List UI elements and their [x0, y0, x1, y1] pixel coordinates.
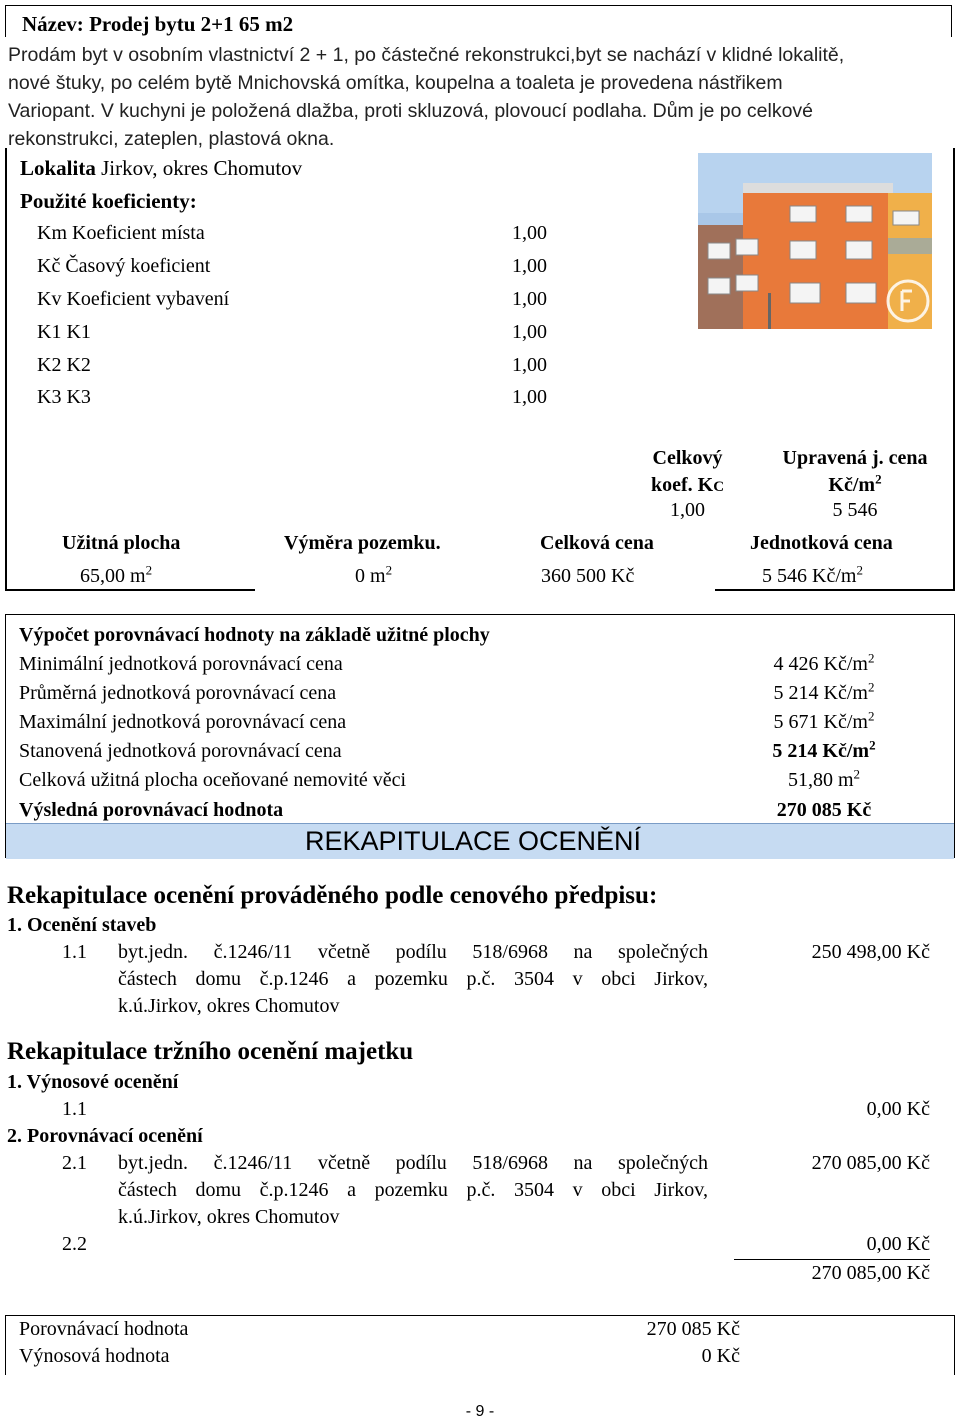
- col-unit-price: Jednotková cena: [750, 532, 893, 554]
- coef-name: Kč Časový koeficient: [37, 255, 211, 277]
- description-line: nové štuky, po celém bytě Mnichovská omítka, koupelna a toaleta je provedena nástřikem: [8, 72, 783, 94]
- col-usable-area: Užitná plocha: [62, 532, 181, 554]
- location: Lokalita Jirkov, okres Chomutov: [20, 156, 303, 180]
- usable-area-value: 65,00 $m^2$: [80, 562, 153, 587]
- comparison-row: Celková užitná plocha oceňované nemovité věci 51,80 $m^2$: [19, 766, 861, 791]
- frame-right-line: [953, 148, 955, 590]
- recap-total: 270 085,00 Kč: [811, 1262, 930, 1284]
- building-photo-image: [698, 153, 932, 329]
- coef-name: Kv Koeficient vybavení: [37, 288, 230, 310]
- coef-value: 1,00: [512, 321, 547, 343]
- listing-description: [8, 41, 952, 153]
- item-value: 270 085,00 Kč: [811, 1152, 930, 1174]
- coef-name: Km Koeficient místa: [37, 222, 205, 244]
- bottom-value: 270 085 Kč: [646, 1318, 740, 1340]
- page-number: - 9 -: [465, 1403, 495, 1420]
- frame-bottom-line: [715, 589, 955, 591]
- coef-value: 1,00: [512, 222, 547, 244]
- adjusted-price-value: 5 546: [832, 499, 878, 521]
- unit-price-value: 5 546 $Kč/m^2$: [762, 562, 863, 587]
- coef-value: 1,00: [512, 386, 547, 408]
- coef-name: K1 K1: [37, 321, 91, 343]
- description-line: rekonstrukci, zateplen, plastová okna.: [8, 128, 335, 150]
- col-total-price: Celková cena: [540, 532, 654, 554]
- coefficients-title: Použité koeficienty:: [20, 189, 197, 213]
- total-price-value: 360 500 Kč: [541, 565, 635, 587]
- comparison-row: Průměrná jednotková porovnávací cena 5 214 $Kč/m^2$: [19, 679, 875, 704]
- comparison-result-row: Výsledná porovnávací hodnota 270 085 Kč: [19, 799, 872, 821]
- listing-title: Název: Prodej bytu 2+1 65 m2: [22, 12, 294, 36]
- bottom-value: 0 Kč: [701, 1345, 740, 1367]
- coef-value: 1,00: [512, 354, 547, 376]
- frame-bottom-line: [5, 589, 255, 591]
- item-number: 1.1: [62, 1098, 87, 1120]
- income-subtitle: 1. Výnosové ocenění: [7, 1071, 179, 1093]
- coef-value: 1,00: [512, 255, 547, 277]
- item-number: 2.2: [62, 1233, 87, 1255]
- total-coef-header: Celkový koef. KC: [650, 447, 725, 496]
- recap-market-title: Rekapitulace tržního ocenění majetku: [7, 1038, 414, 1065]
- recap-buildings-subtitle: 1. Ocenění staveb: [7, 914, 157, 936]
- comparison-row: Minimální jednotková porovnávací cena 4 426 $Kč/m^2$: [19, 650, 875, 675]
- land-area-value: 0 $m^2$: [355, 562, 393, 587]
- comparison-subtitle: 2. Porovnávací ocenění: [7, 1125, 203, 1147]
- item-description: byt.jedn. č.1246/11 včetně podílu 518/6968 na společných částech domu č.p.1246 a pozemku p.č. 3504 v obci Jirkov, k.ú.Jirkov, okres Chomutov: [118, 941, 708, 1017]
- item-number: 2.1: [62, 1152, 87, 1174]
- comparison-title: Výpočet porovnávací hodnoty na základě užitné plochy: [19, 624, 490, 646]
- coef-name: K3 K3: [37, 386, 91, 408]
- sum-line: [734, 1259, 930, 1260]
- item-number: 1.1: [62, 941, 87, 963]
- total-coef-value: 1,00: [670, 499, 705, 521]
- bottom-label: Výnosová hodnota: [19, 1345, 170, 1367]
- item-value: 250 498,00 Kč: [811, 941, 930, 963]
- item-value: 0,00 Kč: [866, 1233, 930, 1255]
- item-description: byt.jedn. č.1246/11 včetně podílu 518/6968 na společných částech domu č.p.1246 a pozemku p.č. 3504 v obci Jirkov, k.ú.Jirkov, okres Chomutov: [118, 1152, 708, 1228]
- recap-regulation-title: Rekapitulace ocenění prováděného podle cenového předpisu:: [7, 882, 658, 909]
- recap-band-title: REKAPITULACE OCENĚNÍ: [304, 826, 642, 856]
- col-land-area: Výměra pozemku.: [284, 532, 441, 554]
- description-line: Variopant. V kuchyni je položená dlažba, proti skluzová, plovoucí podlaha. Dům je po celkové: [8, 100, 814, 122]
- building-photo: [698, 153, 932, 329]
- bottom-label: Porovnávací hodnota: [19, 1318, 189, 1340]
- adjusted-price-header: Upravená j. cena $Kč/m^2$: [782, 447, 928, 496]
- item-value: 0,00 Kč: [866, 1098, 930, 1120]
- frame-left-line: [5, 148, 7, 590]
- description-line: Prodám byt v osobním vlastnictví 2 + 1, po částečné rekonstrukci,byt se nachází v klidné lokalitě,: [8, 44, 845, 66]
- comparison-row: Stanovená jednotková porovnávací cena 5 214 $Kč/m^2$: [19, 737, 876, 762]
- coef-value: 1,00: [512, 288, 547, 310]
- coef-name: K2 K2: [37, 354, 91, 376]
- comparison-row: Maximální jednotková porovnávací cena 5 671 $Kč/m^2$: [19, 708, 875, 733]
